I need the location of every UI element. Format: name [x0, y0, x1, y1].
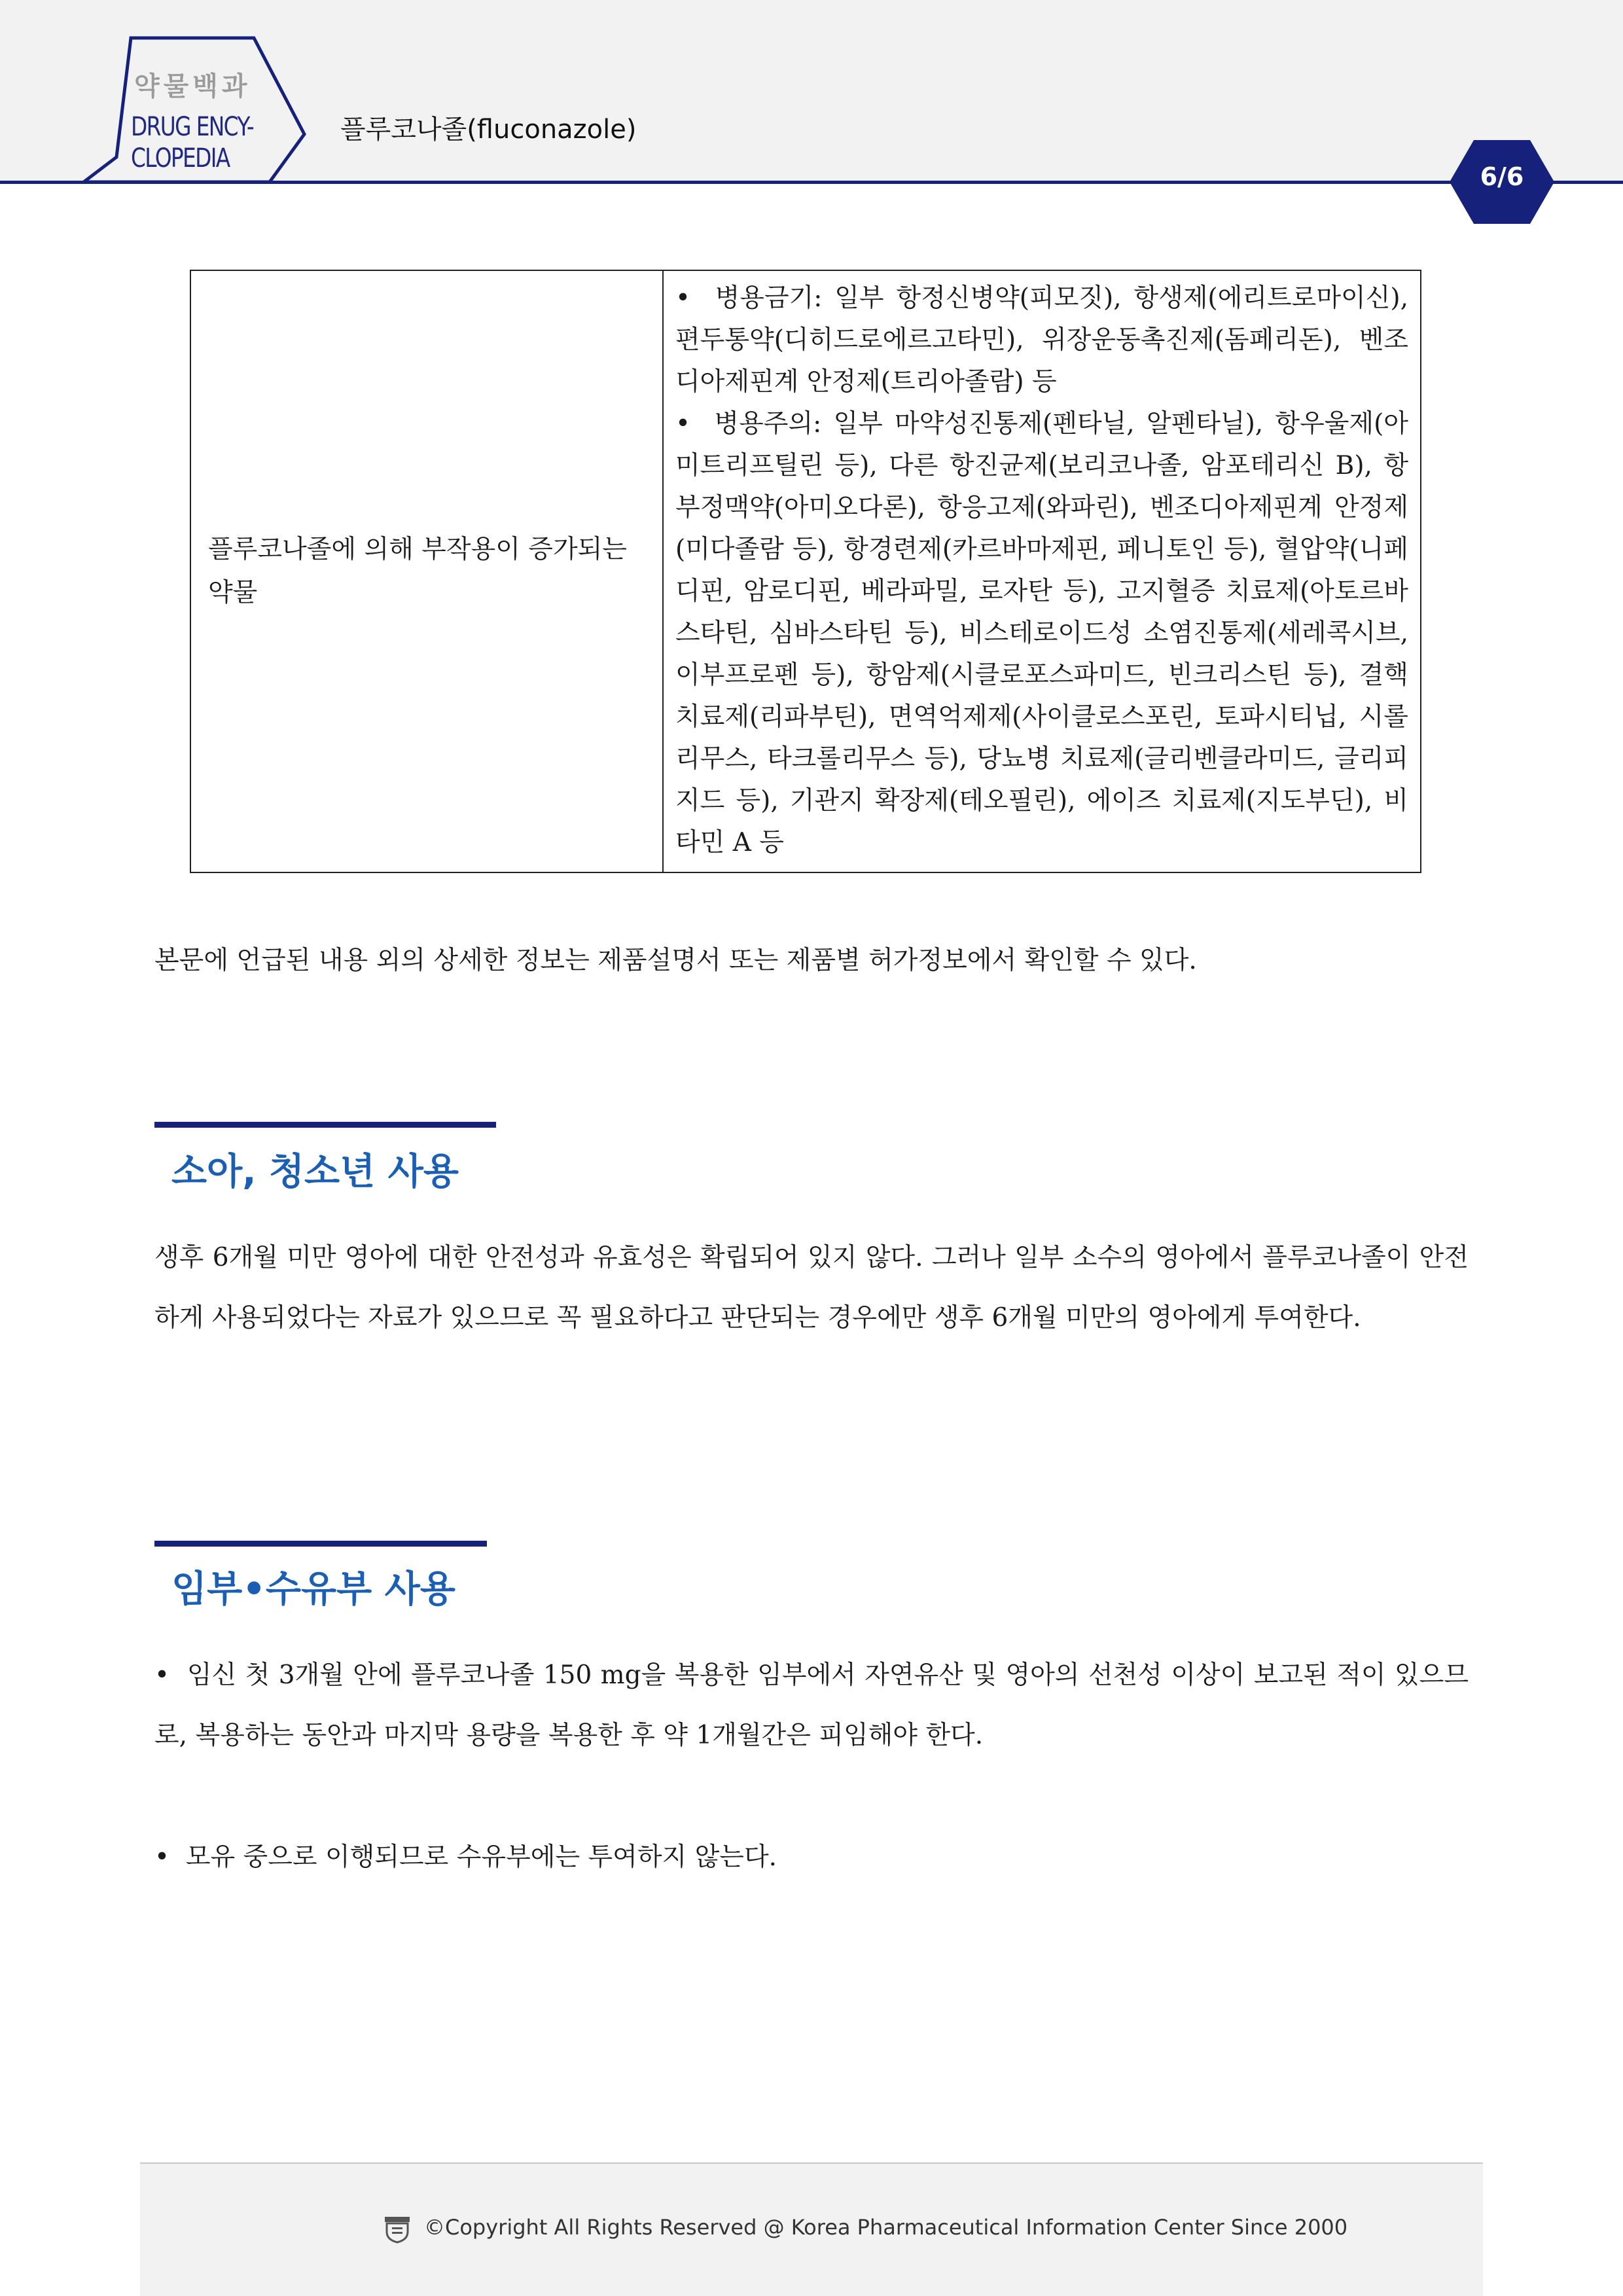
interaction-table	[190, 270, 1421, 873]
table-content-cell	[663, 270, 1421, 872]
precaution-text: 병용주의: 일부 마약성진통제(펜타닐, 알펜타닐), 항우울제(아미트리프틸린 등), 다른 항진균제(보리코나졸, 암포테리신 B), 항부정맥약(아미오다론), 항응고제(와파린), 벤조디아제핀계 안정제(미다졸람 등), 항경련제(카르바마제핀, 페니토인 등), 혈압약(니페디핀, 암로디핀, 베라파밀, 로자탄 등), 고지혈증 치료제(아토르바스타틴, 심바스타틴 등), 비스테로이드성 소염진통제(세레콕시브, 이부프로펜 등), 항암제(시클로포스파미드, 빈크리스틴 등), 결핵 치료제(리파부틴), 면역억제제(사이클로스포린, 토파시티닙, 시롤리무스, 타크롤리무스 등), 당뇨병 치료제(글리벤클라미드, 글리피지드 등), 기관지 확장제(테오필린), 에이즈 치료제(지도부딘), 비타민 A 등	[675, 409, 1408, 857]
page-number: 6/6	[1480, 162, 1524, 191]
shield-logo-icon	[383, 2215, 412, 2244]
footer-copyright: ©Copyright All Rights Reserved @ Korea Pharmaceutical Information Center Since 2000	[424, 2215, 1348, 2240]
lactation-bullet: • 모유 중으로 이행되므로 수유부에는 투여하지 않는다.	[154, 1842, 777, 1872]
section-divider	[154, 1541, 487, 1547]
children-paragraph: 생후 6개월 미만 영아에 대한 안전성과 유효성은 확립되어 있지 않다. 그러나 일부 소수의 영아에서 플루코나졸이 안전하게 사용되었다는 자료가 있으므로 꼭 필요하다고 판단되는 경우에만 생후 6개월 미만의 영아에게 투여한다.	[154, 1243, 1469, 1333]
logo-english-text: DRUG ENCY- CLOPEDIA	[131, 112, 254, 173]
pregnancy-bullet: • 임신 첫 3개월 안에 플루코나졸 150 mg을 복용한 임부에서 자연유산 및 영아의 선천성 이상이 보고된 적이 있으므로, 복용하는 동안과 마지막 용량을 복용한 후 약 1개월간은 피임해야 한다.	[154, 1660, 1469, 1750]
logo-korean-text: 약물백과	[134, 71, 251, 101]
section-divider	[154, 1122, 496, 1128]
document-title: 플루코나졸(fluconazole)	[340, 115, 637, 145]
lactation-bullet-text: 모유 중으로 이행되므로 수유부에는 투여하지 않는다.	[185, 1842, 777, 1872]
section-title-children: 소아, 청소년 사용	[171, 1151, 459, 1193]
precaution-bullet: • 병용주의: 일부 마약성진통제(펜타닐, 알펜타닐), 항우울제(아미트리프틸린 등), 다른 항진균제(보리코나졸, 암포테리신 B), 항부정맥약(아미오다론), 항응고제(와파린), 벤조디아제핀계 안정제(미다졸람 등), 항경련제(카르바마제핀, 페니토인 등), 혈압약(니페디핀, 암로디핀, 베라파밀, 로자탄 등), 고지혈증 치료제(아토르바스타틴, 심바스타틴 등), 비스테로이드성 소염진통제(세레콕시브, 이부프로펜 등), 항암제(시클로포스파미드, 빈크리스틴 등), 결핵 치료제(리파부틴), 면역억제제(사이클로스포린, 토파시티닙, 시롤리무스, 타크롤리무스 등), 당뇨병 치료제(글리벤클라미드, 글리피지드 등), 기관지 확장제(테오필린), 에이즈 치료제(지도부딘), 비타민 A 등	[675, 409, 1408, 857]
header-rule	[0, 181, 1623, 184]
contraindication-bullet: • 병용금기: 일부 항정신병약(피모짓), 항생제(에리트로마이신), 편두통약(디히드로에르고타민), 위장운동촉진제(돔페리돈), 벤조디아제핀계 안정제(트리아졸람) 등	[675, 283, 1408, 397]
detail-note: 본문에 언급된 내용 외의 상세한 정보는 제품설명서 또는 제품별 허가정보에서 확인할 수 있다.	[154, 946, 1197, 975]
table-label-cell: 플루코나졸에 의해 부작용이 증가되는 약물	[190, 270, 663, 872]
section-title-pregnancy: 임부•수유부 사용	[171, 1568, 455, 1611]
pregnancy-bullet-text: 임신 첫 3개월 안에 플루코나졸 150 mg을 복용한 임부에서 자연유산 및 영아의 선천성 이상이 보고된 적이 있으므로, 복용하는 동안과 마지막 용량을 복용한 후 약 1개월간은 피임해야 한다.	[154, 1660, 1469, 1750]
table-row	[190, 270, 1421, 872]
contraindication-text: 병용금기: 일부 항정신병약(피모짓), 항생제(에리트로마이신), 편두통약(디히드로에르고타민), 위장운동촉진제(돔페리돈), 벤조디아제핀계 안정제(트리아졸람) 등	[675, 283, 1408, 397]
